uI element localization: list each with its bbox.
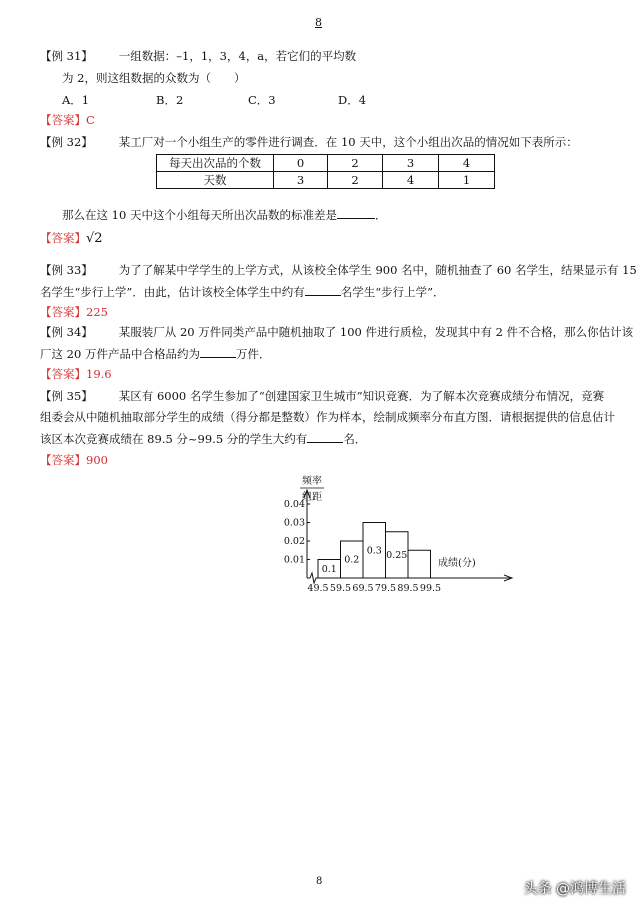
table-cell: 1	[439, 172, 495, 189]
example-32-line1	[40, 134, 578, 150]
y-tick-label: 0.03	[283, 517, 305, 529]
table-cell: 2	[328, 155, 383, 172]
answer-blank	[337, 206, 375, 219]
example-35-text: 某区有 6000 名学生参加了“创建国家卫生城市”知识竞赛．为了解本次竞赛成绩分布情况，竞赛	[118, 389, 605, 403]
table-cell: 0	[274, 155, 328, 172]
option-a: A．1	[62, 93, 90, 107]
table-cell: 4	[383, 172, 439, 189]
x-tick-label: 59.5	[329, 583, 352, 594]
answer-blank	[305, 283, 341, 296]
example-35-line3-end: 名．	[343, 432, 367, 446]
answer-31	[40, 112, 95, 128]
example-33-line2-text: 名学生“步行上学”．由此，估计该校全体学生中约有	[40, 285, 305, 299]
answer-34-value: 19.6	[86, 367, 112, 381]
x-tick-label: 99.5	[419, 583, 442, 594]
option-b: B．2	[156, 93, 184, 107]
answer-32-tag: 【答案】	[40, 231, 86, 245]
answer-blank	[200, 345, 236, 358]
example-34-tag: 【例 34】	[40, 325, 93, 339]
answer-35	[40, 452, 108, 468]
example-34-line2	[40, 345, 270, 362]
example-31-text: 一组数据：–1，1，3，4，a，若它们的平均数	[118, 49, 357, 63]
example-33-line2-end: 名学生“步行上学”．	[340, 285, 445, 299]
table-cell: 每天出次品的个数	[157, 155, 274, 172]
table-row	[157, 155, 495, 172]
x-tick-label: 89.5	[397, 583, 419, 594]
answer-33-tag: 【答案】	[40, 305, 86, 319]
x-axis-label: 成绩(分)	[438, 558, 476, 569]
x-tick-label: 69.5	[352, 583, 374, 594]
bar-label: 0.1	[321, 563, 337, 575]
x-tick-label: 79.5	[374, 583, 397, 594]
example-31-line1	[40, 48, 356, 64]
answer-31-tag: 【答案】	[40, 113, 86, 127]
example-32-text: 某工厂对一个小组生产的零件进行调查．在 10 天中，这个小组出次品的情况如下表所示：	[118, 135, 578, 149]
y-tick-label: 0.01	[283, 554, 305, 566]
table-cell: 3	[274, 172, 328, 189]
y-axis-label-bottom: 组距	[302, 492, 322, 503]
answer-34	[40, 366, 112, 382]
y-tick-label: 0.02	[283, 536, 305, 547]
answer-32-value: √2	[86, 231, 103, 246]
answer-35-tag: 【答案】	[40, 453, 86, 467]
example-32-question	[62, 206, 386, 223]
watermark: 头条 @鸿博生活	[523, 881, 626, 897]
answer-32	[40, 230, 103, 246]
answer-blank	[307, 430, 343, 443]
example-31-line2: 为 2，则这组数据的众数为（ ）	[62, 71, 246, 85]
answer-33	[40, 304, 108, 320]
option-d: D．4	[338, 93, 367, 107]
example-33-line1	[40, 262, 637, 278]
example-34-line1	[40, 324, 633, 340]
histogram-bar	[408, 550, 431, 578]
example-35-line1	[40, 388, 604, 404]
example-33-line2	[40, 283, 445, 300]
x-axis-break	[310, 573, 318, 583]
bar-label: 0.25	[386, 549, 408, 561]
table-cell: 2	[328, 172, 383, 189]
example-32-question-end: ．	[374, 208, 387, 222]
table-cell: 天数	[157, 172, 274, 189]
answer-33-value: 225	[86, 305, 108, 319]
example-35-line3-text: 该区本次竞赛成绩在 89.5 分~99.5 分的学生大约有	[40, 432, 308, 446]
header-page-number: 8	[315, 16, 322, 29]
answer-31-value: C	[86, 113, 95, 127]
example-32-tag: 【例 32】	[40, 135, 93, 149]
example-35-line2: 组委会从中随机抽取部分学生的成绩（得分都是整数）作为样本，绘制成频率分布直方图．请根据提供的信息估计	[40, 410, 615, 424]
bar-label: 0.3	[366, 545, 382, 557]
example-34-text: 某服装厂从 20 万件同类产品中随机抽取了 100 件进行质检，发现其中有 2 件不合格，那么你估计该	[118, 325, 634, 339]
frequency-histogram	[260, 470, 520, 600]
x-tick-label: 49.5	[307, 583, 329, 594]
answer-35-value: 900	[86, 453, 108, 467]
option-c: C．3	[248, 93, 276, 107]
example-33-text: 为了了解某中学学生的上学方式，从该校全体学生 900 名中，随机抽查了 60 名学生，结果显示有 15	[118, 263, 637, 277]
table-cell: 3	[383, 155, 439, 172]
example-33-tag: 【例 33】	[40, 263, 93, 277]
table-row	[157, 172, 495, 189]
answer-34-tag: 【答案】	[40, 367, 86, 381]
defect-table	[156, 154, 495, 189]
y-tick-label: 0.04	[283, 499, 305, 510]
example-34-line2-text: 厂这 20 万件产品中合格品约为	[40, 347, 200, 361]
example-34-line2-end: 万件．	[235, 347, 271, 361]
table-cell: 4	[439, 155, 495, 172]
bar-label: 0.2	[344, 554, 360, 566]
example-35-line3	[40, 430, 366, 447]
footer-page-number: 8	[316, 876, 323, 887]
example-31-tag: 【例 31】	[40, 49, 93, 63]
y-axis-label-top: 频率	[302, 476, 322, 487]
example-32-question-text: 那么在这 10 天中这个小组每天所出次品数的标准差是	[62, 208, 337, 222]
example-35-tag: 【例 35】	[40, 389, 93, 403]
